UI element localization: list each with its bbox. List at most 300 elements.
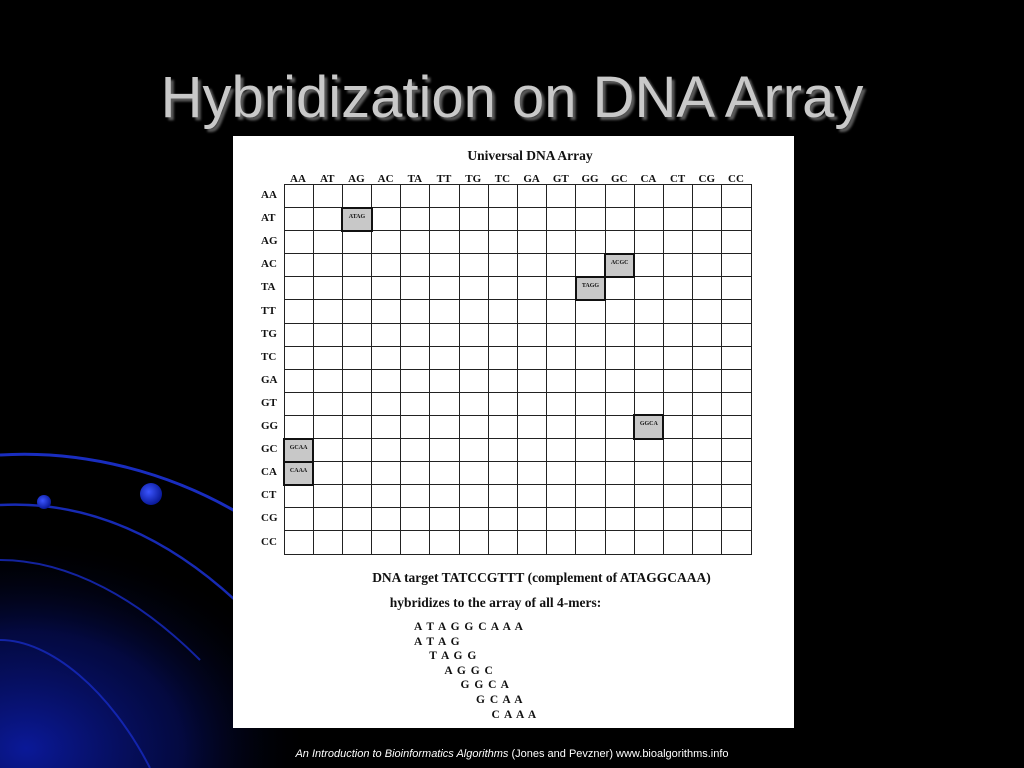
column-label: CA (640, 173, 657, 185)
array-cell (488, 462, 517, 485)
array-cell (547, 462, 576, 485)
array-cell (518, 439, 547, 462)
array-cell (518, 369, 547, 392)
array-cell (518, 392, 547, 415)
array-cell (634, 369, 663, 392)
array-cell (576, 323, 605, 346)
array-cell (459, 415, 488, 438)
row-label: CT (261, 489, 277, 502)
array-cell (488, 508, 517, 531)
column-label: CG (698, 173, 716, 185)
array-cell (372, 254, 401, 277)
cell-label: GCAA (289, 444, 308, 451)
array-cell (342, 254, 371, 277)
column-label: AC (377, 173, 394, 185)
grid-row (284, 531, 751, 554)
array-cell (634, 439, 663, 462)
column-label: TA (407, 173, 423, 185)
hybridized-cell (284, 462, 313, 485)
array-cell (576, 392, 605, 415)
array-cell (693, 185, 722, 208)
array-cell (576, 231, 605, 254)
array-cell (459, 439, 488, 462)
array-cell (284, 369, 313, 392)
array-cell (634, 508, 663, 531)
array-cell (313, 231, 342, 254)
array-cell (488, 485, 517, 508)
grid-row (284, 185, 751, 208)
array-cell (576, 346, 605, 369)
array-cell (634, 531, 663, 554)
array-cell (663, 346, 692, 369)
array-cell (430, 346, 459, 369)
array-cell (284, 485, 313, 508)
array-cell (576, 439, 605, 462)
array-cell (663, 231, 692, 254)
array-cell (430, 208, 459, 231)
grid-row (284, 415, 751, 438)
array-cell (342, 415, 371, 438)
array-cell (430, 439, 459, 462)
cell-label: ACGC (610, 259, 629, 266)
alignment-line: G G C A (414, 679, 510, 692)
footer (0, 748, 1024, 760)
array-cell (459, 254, 488, 277)
array-cell (313, 439, 342, 462)
array-cell (459, 392, 488, 415)
array-cell (634, 185, 663, 208)
array-cell (663, 462, 692, 485)
array-cell (401, 185, 430, 208)
grid-row (284, 485, 751, 508)
array-cell (518, 185, 547, 208)
array-cell (430, 277, 459, 300)
array-cell (430, 185, 459, 208)
cell-label: GGCA (639, 421, 658, 428)
array-cell (430, 531, 459, 554)
alignment-line: A T A G (414, 635, 461, 648)
array-cell (284, 346, 313, 369)
array-cell (342, 346, 371, 369)
array-cell (372, 415, 401, 438)
array-cell (430, 415, 459, 438)
array-cell (518, 462, 547, 485)
array-cell (313, 392, 342, 415)
array-cell (518, 508, 547, 531)
array-cell (693, 346, 722, 369)
array-cell (313, 277, 342, 300)
array-cell (488, 439, 517, 462)
array-cell (342, 185, 371, 208)
array-cell (401, 462, 430, 485)
array-cell (547, 369, 576, 392)
slide-title: Hybridization on DNA Array (160, 65, 864, 130)
array-cell (401, 369, 430, 392)
array-cell (576, 508, 605, 531)
array-cell (576, 208, 605, 231)
column-label: CT (669, 173, 686, 185)
array-cell (547, 485, 576, 508)
array-cell (518, 485, 547, 508)
array-cell (576, 415, 605, 438)
array-cell (342, 392, 371, 415)
hybridized-cell (284, 439, 313, 462)
array-cell (693, 415, 722, 438)
row-label: TG (261, 327, 277, 340)
array-cell (722, 415, 751, 438)
array-cell (605, 415, 634, 438)
array-cell (693, 231, 722, 254)
array-cell (284, 231, 313, 254)
array-cell (313, 346, 342, 369)
array-cell (663, 485, 692, 508)
cell-label: CAAA (289, 467, 308, 474)
array-cell (313, 531, 342, 554)
array-cell (605, 300, 634, 323)
column-label: TT (436, 173, 452, 185)
array-cell (459, 508, 488, 531)
column-label: GG (581, 173, 599, 185)
array-cell (459, 369, 488, 392)
array-cell (634, 346, 663, 369)
array-cell (605, 346, 634, 369)
row-label: AC (261, 258, 277, 271)
grid-row (284, 323, 751, 346)
array-cell (459, 277, 488, 300)
array-cell (372, 346, 401, 369)
array-cell (605, 185, 634, 208)
array-cell (722, 185, 751, 208)
row-label: GC (261, 443, 278, 456)
row-label: AT (261, 212, 276, 225)
alignment-line: A T A G G C A A A (414, 621, 524, 633)
array-cell (430, 508, 459, 531)
array-cell (401, 323, 430, 346)
grid-row (284, 369, 751, 392)
array-cell (518, 231, 547, 254)
array-cell (605, 369, 634, 392)
grid-row (284, 346, 751, 369)
row-label: GT (261, 396, 277, 409)
array-cell (372, 185, 401, 208)
row-label: TT (261, 304, 276, 317)
array-cell (313, 508, 342, 531)
array-cell (488, 254, 517, 277)
array-cell (518, 277, 547, 300)
array-cell (284, 508, 313, 531)
array-cell (605, 392, 634, 415)
alignment-line: T A G G (414, 650, 478, 663)
array-cell (284, 531, 313, 554)
array-cell (547, 185, 576, 208)
array-cell (284, 415, 313, 438)
array-cell (722, 439, 751, 462)
array-cell (342, 485, 371, 508)
array-cell (547, 277, 576, 300)
target-description: DNA target TATCCGTTT (complement of ATAGGCAAA) (372, 570, 711, 585)
column-label: GA (523, 173, 540, 185)
array-cell (547, 508, 576, 531)
array-cell (372, 369, 401, 392)
array-grid (283, 184, 752, 555)
cell-label: TAGG (581, 282, 600, 289)
array-cell (401, 439, 430, 462)
array-cell (342, 462, 371, 485)
array-cell (576, 531, 605, 554)
column-label: TC (494, 173, 511, 185)
array-cell (488, 300, 517, 323)
array-cell (634, 208, 663, 231)
row-label: CG (261, 512, 278, 525)
array-cell (518, 531, 547, 554)
array-cell (342, 231, 371, 254)
grid-row (284, 300, 751, 323)
array-cell (488, 346, 517, 369)
array-cell (372, 508, 401, 531)
array-cell (401, 277, 430, 300)
footer-rest: (Jones and Pevzner) www.bioalgorithms.info (508, 748, 729, 760)
array-cell (284, 277, 313, 300)
array-cell (722, 323, 751, 346)
array-cell (430, 323, 459, 346)
grid-row (284, 231, 751, 254)
array-cell (459, 346, 488, 369)
array-cell (722, 300, 751, 323)
array-cell (488, 369, 517, 392)
array-cell (693, 462, 722, 485)
array-cell (430, 231, 459, 254)
array-cell (722, 369, 751, 392)
row-label: AG (261, 235, 278, 248)
array-cell (488, 277, 517, 300)
array-cell (313, 185, 342, 208)
array-cell (547, 208, 576, 231)
array-cell (372, 462, 401, 485)
array-cell (401, 300, 430, 323)
array-cell (663, 300, 692, 323)
array-cell (693, 485, 722, 508)
array-cell (576, 300, 605, 323)
array-cell (693, 254, 722, 277)
grid-row (284, 208, 751, 231)
row-label: CC (261, 535, 277, 548)
array-cell (605, 439, 634, 462)
array-cell (518, 208, 547, 231)
array-cell (663, 277, 692, 300)
hybridized-cell (342, 208, 371, 231)
array-cell (722, 346, 751, 369)
array-cell (663, 531, 692, 554)
array-cell (547, 254, 576, 277)
hybridize-description: hybridizes to the array of all 4-mers: (389, 595, 602, 610)
array-cell (576, 254, 605, 277)
array-cell (313, 323, 342, 346)
array-cell (634, 231, 663, 254)
array-cell (605, 231, 634, 254)
array-cell (576, 462, 605, 485)
array-cell (401, 531, 430, 554)
array-cell (693, 300, 722, 323)
array-cell (284, 185, 313, 208)
array-cell (605, 208, 634, 231)
array-cell (401, 231, 430, 254)
array-cell (693, 508, 722, 531)
array-cell (663, 254, 692, 277)
row-label: TC (261, 350, 277, 363)
array-cell (430, 485, 459, 508)
footer-book-title: An Introduction to Bioinformatics Algorithms (295, 748, 509, 760)
array-cell (693, 439, 722, 462)
array-cell (342, 300, 371, 323)
column-label: GC (610, 173, 628, 185)
array-cell (401, 346, 430, 369)
row-label: AA (261, 189, 277, 201)
grid-row (284, 277, 751, 300)
array-cell (605, 323, 634, 346)
alignment-line: C A A A (414, 708, 538, 721)
array-cell (634, 323, 663, 346)
array-cell (722, 208, 751, 231)
array-cell (663, 185, 692, 208)
array-cell (372, 439, 401, 462)
array-cell (488, 208, 517, 231)
array-cell (313, 208, 342, 231)
column-label: CC (728, 173, 744, 185)
array-cell (313, 254, 342, 277)
dna-array-figure (233, 136, 794, 728)
grid-row (284, 254, 751, 277)
array-cell (284, 392, 313, 415)
array-cell (605, 277, 634, 300)
array-cell (342, 439, 371, 462)
column-label: AT (319, 173, 335, 185)
array-cell (488, 185, 517, 208)
array-cell (547, 300, 576, 323)
array-cell (722, 462, 751, 485)
array-cell (459, 185, 488, 208)
array-cell (576, 369, 605, 392)
hybridized-cell (576, 277, 605, 300)
array-cell (547, 392, 576, 415)
cell-label: ATAG (348, 213, 366, 220)
grid-row (284, 439, 751, 462)
grid-row (284, 462, 751, 485)
array-cell (663, 323, 692, 346)
array-cell (488, 231, 517, 254)
array-cell (663, 369, 692, 392)
array-cell (372, 531, 401, 554)
array-cell (459, 300, 488, 323)
array-cell (430, 300, 459, 323)
array-cell (401, 254, 430, 277)
array-cell (313, 300, 342, 323)
array-cell (518, 323, 547, 346)
array-cell (634, 485, 663, 508)
array-cell (722, 277, 751, 300)
array-cell (401, 208, 430, 231)
array-cell (284, 208, 313, 231)
array-cell (547, 439, 576, 462)
array-cell (342, 277, 371, 300)
array-cell (430, 462, 459, 485)
hybridized-cell (605, 254, 634, 277)
array-cell (342, 369, 371, 392)
array-cell (372, 392, 401, 415)
array-cell (372, 208, 401, 231)
hybridized-cell (634, 415, 663, 438)
array-cell (547, 346, 576, 369)
array-cell (401, 415, 430, 438)
array-cell (693, 392, 722, 415)
array-cell (693, 531, 722, 554)
array-cell (342, 508, 371, 531)
array-cell (459, 485, 488, 508)
array-cell (547, 323, 576, 346)
array-cell (401, 485, 430, 508)
array-cell (430, 369, 459, 392)
array-cell (634, 392, 663, 415)
array-cell (547, 231, 576, 254)
array-cell (693, 369, 722, 392)
array-cell (372, 485, 401, 508)
array-cell (693, 208, 722, 231)
array-cell (663, 508, 692, 531)
array-cell (663, 415, 692, 438)
array-cell (722, 392, 751, 415)
array-cell (284, 300, 313, 323)
array-cell (634, 254, 663, 277)
array-cell (342, 323, 371, 346)
array-cell (372, 231, 401, 254)
row-label: CA (261, 466, 277, 479)
array-cell (459, 208, 488, 231)
array-cell (372, 323, 401, 346)
array-cell (488, 531, 517, 554)
array-cell (372, 300, 401, 323)
array-cell (605, 508, 634, 531)
array-cell (430, 254, 459, 277)
row-label: GA (261, 373, 278, 386)
column-label: AA (290, 173, 306, 185)
array-cell (342, 531, 371, 554)
row-label: GG (261, 420, 279, 432)
array-cell (693, 323, 722, 346)
array-cell (693, 277, 722, 300)
alignment-line: G C A A (414, 693, 524, 706)
array-cell (605, 531, 634, 554)
column-label: TG (465, 173, 482, 185)
array-cell (722, 531, 751, 554)
array-cell (634, 462, 663, 485)
array-cell (401, 392, 430, 415)
array-cell (518, 300, 547, 323)
array-cell (313, 415, 342, 438)
array-cell (576, 485, 605, 508)
array-cell (663, 392, 692, 415)
array-cell (605, 485, 634, 508)
grid-row (284, 508, 751, 531)
array-cell (284, 323, 313, 346)
array-cell (547, 531, 576, 554)
array-cell (488, 323, 517, 346)
column-label: AG (348, 173, 365, 185)
array-cell (663, 439, 692, 462)
array-cell (722, 508, 751, 531)
array-cell (430, 392, 459, 415)
array-cell (372, 277, 401, 300)
array-cell (634, 277, 663, 300)
array-cell (547, 415, 576, 438)
